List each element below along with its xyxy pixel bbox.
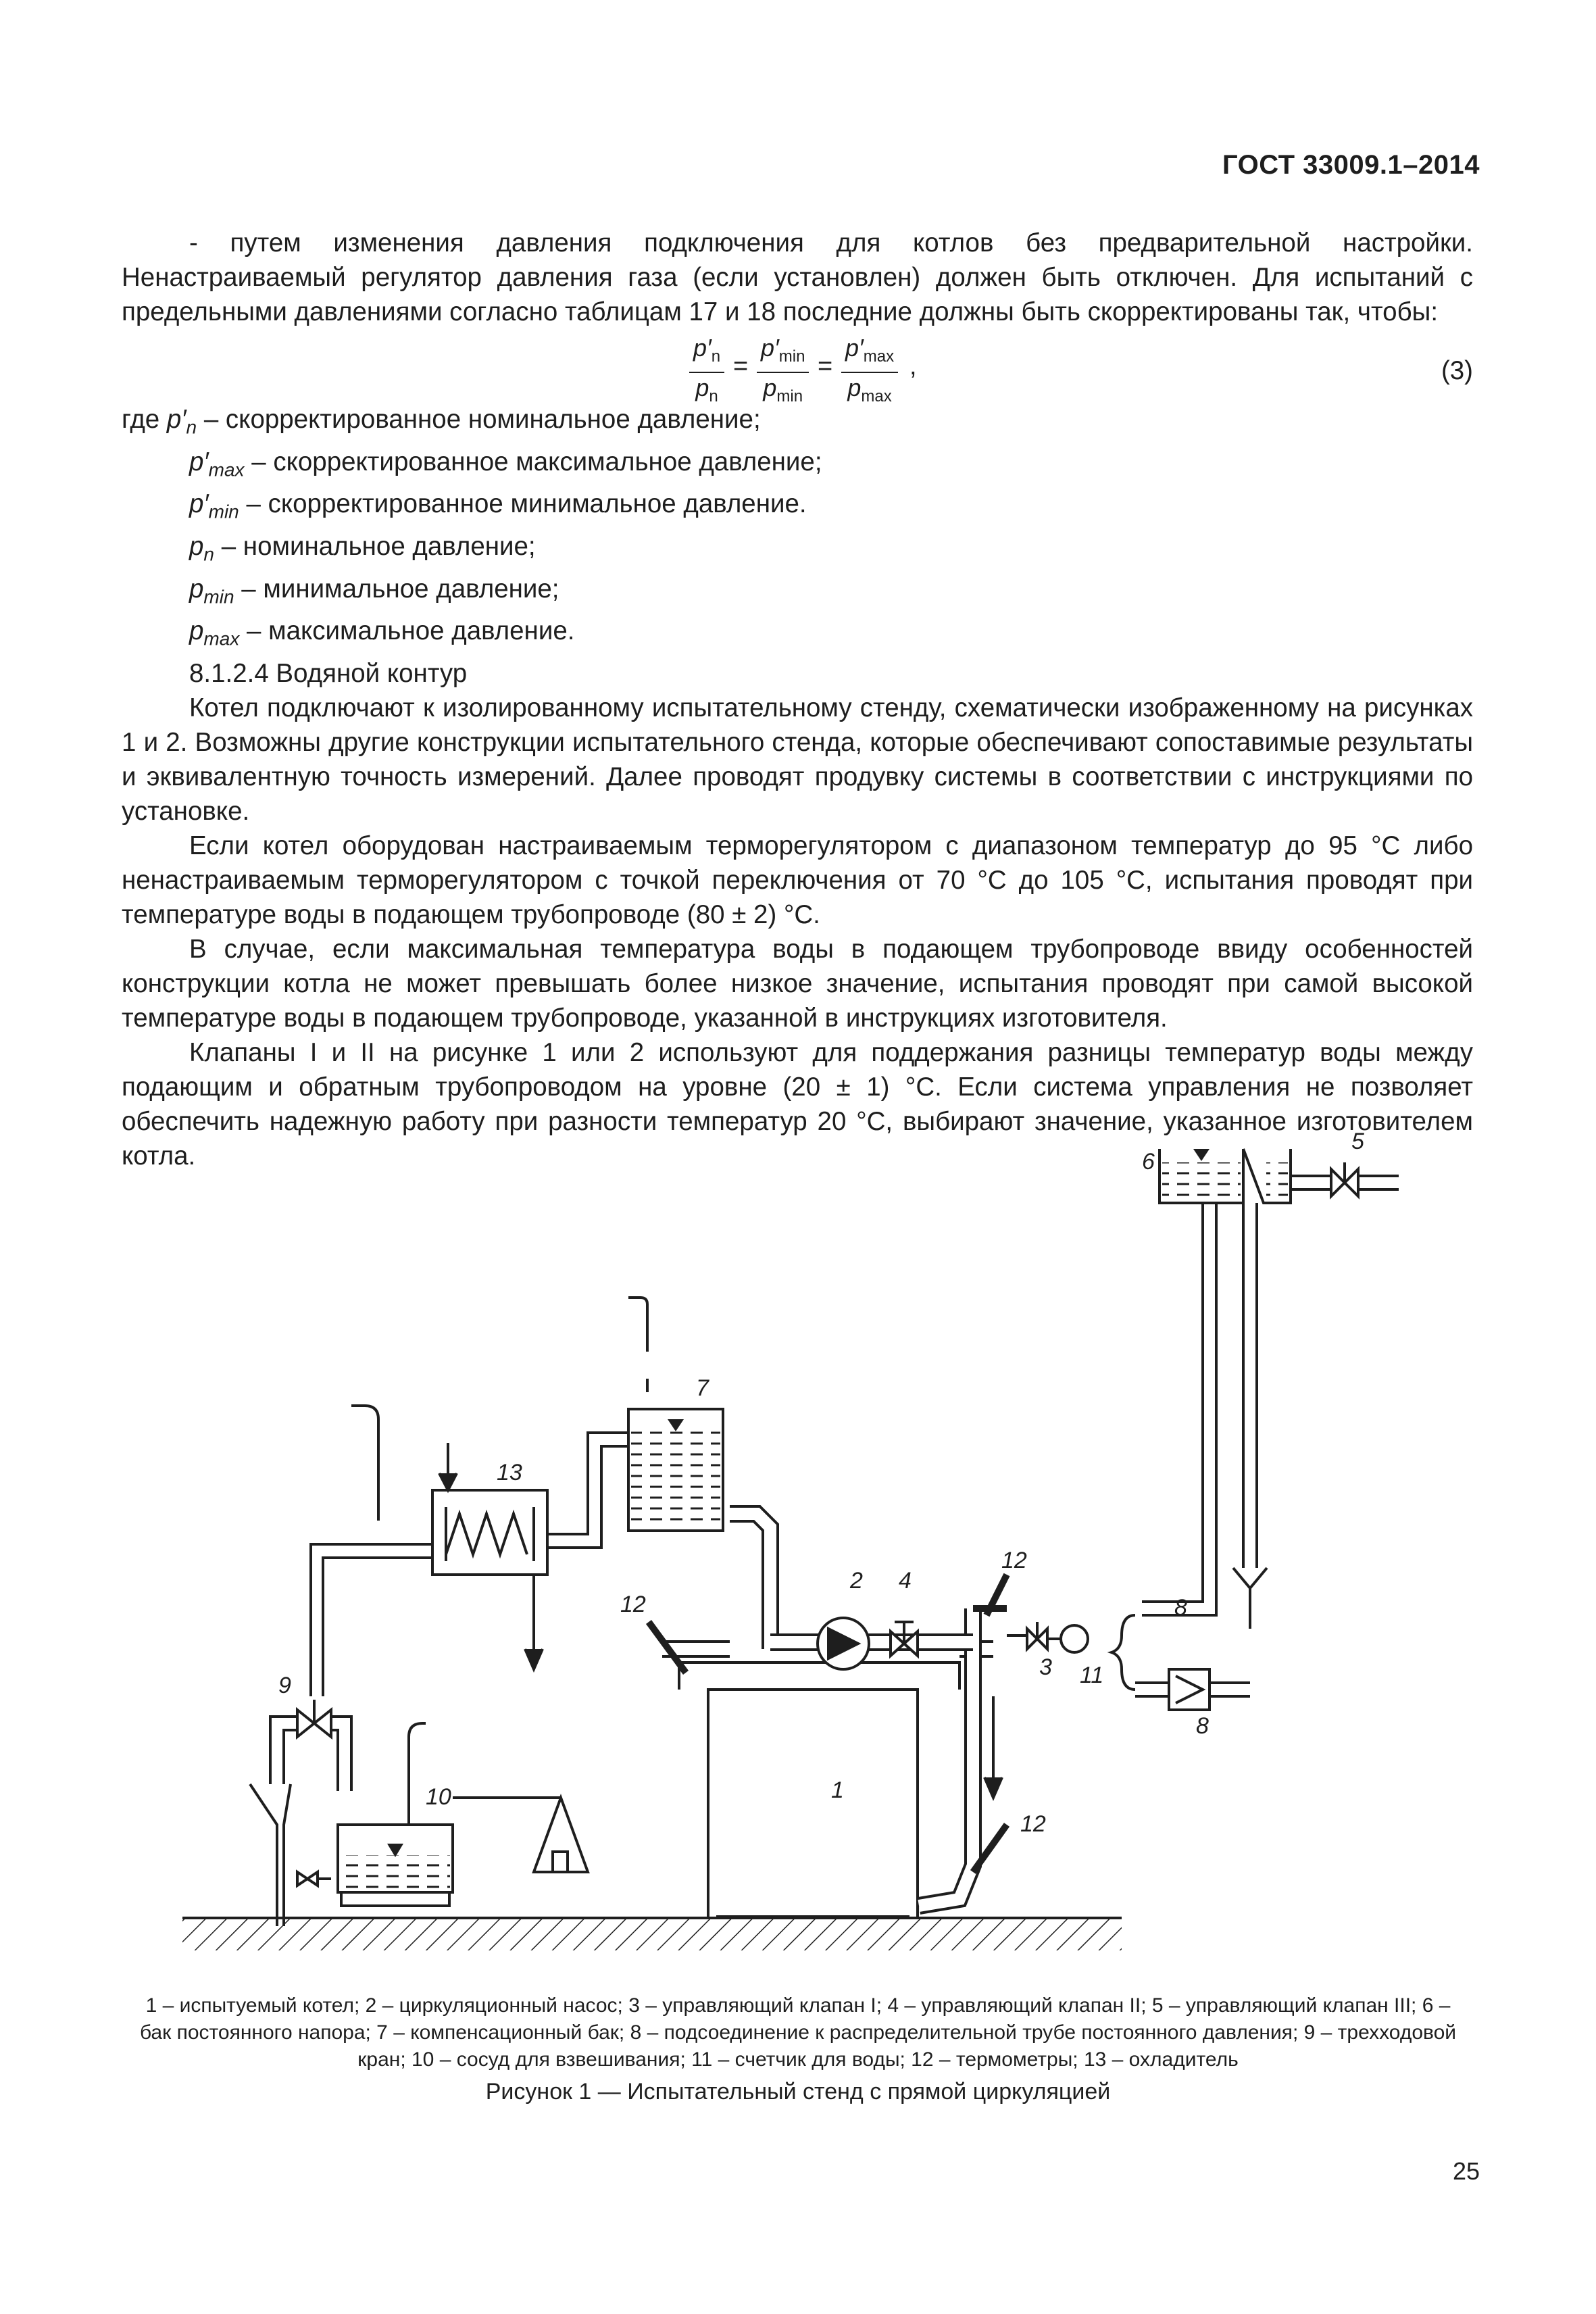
constant-head-tank [1159, 1149, 1399, 1203]
insulated-pipe-loop [662, 1514, 1007, 1906]
control-valve-i [1007, 1622, 1061, 1649]
label-12c: 12 [1020, 1811, 1046, 1837]
label-5: 5 [1351, 1129, 1364, 1154]
label-8b: 8 [1196, 1713, 1209, 1739]
circulation-pump [818, 1618, 869, 1669]
boiler-under-test [679, 1663, 959, 1918]
equals-sign: = [733, 352, 749, 380]
weighing-vessel [297, 1723, 588, 1906]
definition-item: где $p'_n$ – скорректированное номинальное давление; [122, 405, 761, 438]
fraction-pmin: $p'_{min}$ $p_{min}$ [757, 333, 809, 412]
standard-number: ГОСТ 33009.1–2014 [1222, 150, 1480, 180]
distribution-pipe-connection [1135, 1669, 1250, 1710]
compensation-tank [628, 1298, 723, 1531]
definition-item: $p_n$ – номинальное давление; [189, 532, 536, 565]
cooler [432, 1433, 628, 1669]
label-4: 4 [899, 1568, 912, 1594]
label-6: 6 [1142, 1149, 1155, 1175]
formula-number: (3) [1441, 356, 1473, 385]
figure-caption: 1 – испытуемый котел; 2 – циркуляционный насос; 3 – управляющий клапан I; 4 – управляющий клапан II; 5 – управляющий клапан III; 6 – бак постоянного напора; 7 – компенсационный бак; 8 – подсоединение к распределительной трубе постоянного давления; 9 – трехходовой кран; 10 – сосуд для взвешивания; 11 – счетчик для воды; 12 – термометры; 13 – охладитель [139, 1994, 1457, 2071]
ground [182, 1918, 1122, 1950]
section-title: 8.1.2.4 Водяной контур [189, 659, 468, 689]
brace [1112, 1615, 1135, 1690]
paragraph: Если котел оборудован настраиваемым терморегулятором с диапазоном температур до 95 °С либо ненастраиваемым терморегулятором с точкой переключения от 70 °С до 105 °С, испытания проводят при температуре воды в подающем трубопроводе (80 ± 2) °С. [122, 831, 1473, 930]
label-7: 7 [696, 1375, 709, 1401]
figure-title: Рисунок 1 — Испытательный стенд с прямой циркуляцией [485, 2079, 1111, 2104]
definition-item: $p'_{min}$ – скорректированное минимальное давление. [189, 489, 807, 523]
page-number: 25 [1452, 2157, 1480, 2185]
piping-left [250, 1406, 432, 1926]
three-way-valve [297, 1700, 331, 1737]
formula-comma: , [909, 352, 917, 380]
label-1: 1 [831, 1777, 844, 1803]
label-10: 10 [426, 1784, 451, 1810]
body-text [122, 226, 1473, 1173]
definition-item: $p_{min}$ – минимальное давление; [189, 574, 559, 608]
label-11: 11 [1080, 1663, 1104, 1688]
definition-item: $p'_{max}$ – скорректированное максимальное давление; [189, 447, 822, 481]
label-3: 3 [1039, 1654, 1052, 1680]
definitions-list [122, 402, 1473, 656]
flow-arrow [984, 1696, 1002, 1798]
label-9: 9 [278, 1673, 291, 1698]
definition-item: $p_{max}$ – максимальное давление. [189, 616, 575, 650]
fraction-pn: $\frac{p'_n}{p_n}$ [689, 333, 724, 412]
test-stand-diagram [0, 1108, 1596, 2000]
formula-3 [122, 333, 1473, 406]
label-13: 13 [497, 1460, 522, 1485]
fraction-pmax: $p'_{max}$ $p_{max}$ [841, 333, 898, 412]
paragraph: В случае, если максимальная температура воды в подающем трубопроводе ввиду особенностей конструкции котла не может превышать более низкое значение, испытания проводят при самой высокой температуре воды в подающем трубопроводе, указанной в инструкциях изготовителя. [122, 935, 1473, 1033]
paragraph: Клапаны I и II на рисунке 1 или 2 используют для поддержания разницы температур воды между подающим и обратным трубопроводом на уровне (20 ± 1) °С. Если система управления не позволяет обеспечить надежную работу при разности температур 20 °С, выбирают значение, указанное изготовителем котла. [122, 1038, 1473, 1171]
label-12b: 12 [1001, 1548, 1027, 1573]
label-8a: 8 [1174, 1595, 1187, 1621]
intro-paragraph: - путем изменения давления подключения для котлов без предварительной настройки. Ненастраиваемый регулятор давления газа (если установлен) должен быть отключен. Для испытаний с предельными давлениями согласно таблицам 17 и 18 последние должны быть скорректированы так, чтобы: [122, 228, 1473, 326]
label-2: 2 [850, 1568, 863, 1594]
water-meter [1061, 1625, 1088, 1652]
equals-sign: = [818, 352, 833, 380]
paragraph: Котел подключают к изолированному испытательному стенду, схематически изображенному на рисунках 1 и 2. Возможны другие конструкции испытательного стенда, которые обеспечивают сопоставимые результаты и эквивалентную точность измерений. Далее проводят продувку системы в соответствии с инструкциями по установке. [122, 693, 1473, 827]
distribution-pipe-connection [1142, 1203, 1267, 1629]
label-12a: 12 [620, 1592, 646, 1617]
